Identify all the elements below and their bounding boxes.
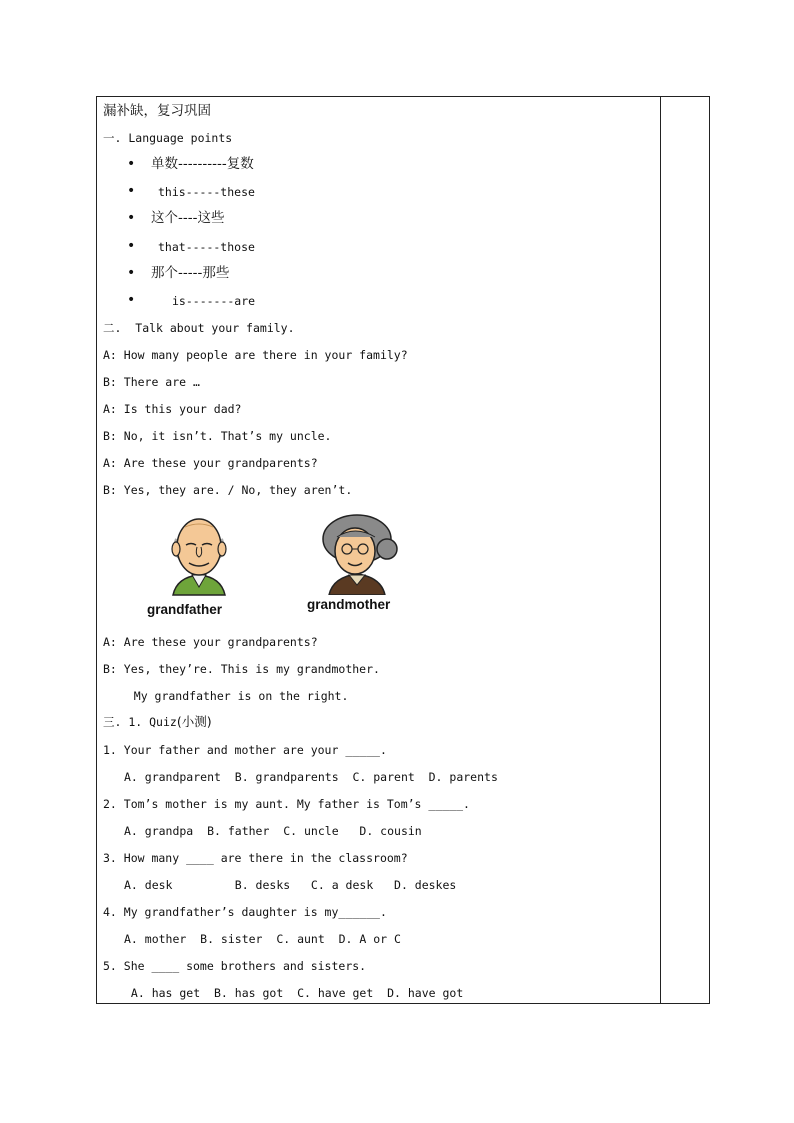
grandmother-label: grandmother — [307, 597, 391, 612]
dialogue-line: B: Yes, they’re. This is my grandmother. — [103, 662, 380, 676]
bullet-dot: • — [127, 156, 136, 172]
grandfather-label: grandfather — [147, 602, 223, 617]
bullet-dot: • — [127, 210, 136, 226]
bullet-dot: • — [127, 265, 136, 281]
bullet-dot: • — [127, 183, 136, 199]
quiz-question: 5. She ____ some brothers and sisters. — [103, 959, 367, 973]
language-point-item: that-----those — [158, 240, 255, 254]
bullet-dot: • — [127, 292, 136, 308]
quiz-question: 1. Your father and mother are your _____. — [103, 743, 387, 757]
dialogue-line: A: Are these your grandparents? — [103, 456, 318, 470]
grandmother-image — [315, 511, 401, 595]
language-point-item: is-------are — [172, 294, 256, 308]
dialogue-line: A: How many people are there in your family? — [103, 348, 408, 362]
language-points-heading: 一. Language points — [103, 131, 233, 145]
dialogue-line: B: There are … — [103, 375, 200, 389]
dialogue-line: B: Yes, they are. / No, they aren’t. — [103, 483, 353, 497]
bullet-dot: • — [127, 238, 136, 254]
talk-heading: 二. Talk about your family. — [103, 321, 295, 335]
quiz-options: A. has get B. has got C. have get D. have got — [124, 986, 464, 1000]
dialogue-line: A: Are these your grandparents? — [103, 635, 318, 649]
grandfather-image — [159, 511, 239, 601]
dialogue-line: A: Is this your dad? — [103, 402, 242, 416]
dialogue-line: My grandfather is on the right. — [113, 689, 349, 703]
dialogue-line: B: No, it isn’t. That’s my uncle. — [103, 429, 332, 443]
quiz-options: A. mother B. sister C. aunt D. A or C — [124, 932, 401, 946]
quiz-options: A. grandparent B. grandparents C. parent D. parents — [124, 770, 498, 784]
quiz-question: 2. Tom’s mother is my aunt. My father is Tom’s _____. — [103, 797, 470, 811]
language-point-item: 这个----这些 — [151, 210, 225, 226]
quiz-question: 4. My grandfather’s daughter is my______. — [103, 905, 387, 919]
worksheet-table — [96, 96, 710, 1004]
quiz-heading-prefix: 三. 1. Quiz — [103, 715, 177, 729]
quiz-heading-cn: (小测) — [176, 714, 212, 729]
quiz-heading — [103, 714, 212, 730]
language-point-item: this-----these — [158, 185, 255, 199]
column-divider — [660, 97, 661, 1003]
quiz-question: 3. How many ____ are there in the classroom? — [103, 851, 408, 865]
language-point-item: 单数----------复数 — [151, 156, 254, 172]
quiz-options: A. desk B. desks C. a desk D. deskes — [124, 878, 457, 892]
language-point-item: 那个-----那些 — [151, 265, 230, 281]
section-header: 漏补缺，复习巩固 — [103, 103, 211, 119]
quiz-options: A. grandpa B. father C. uncle D. cousin — [124, 824, 422, 838]
